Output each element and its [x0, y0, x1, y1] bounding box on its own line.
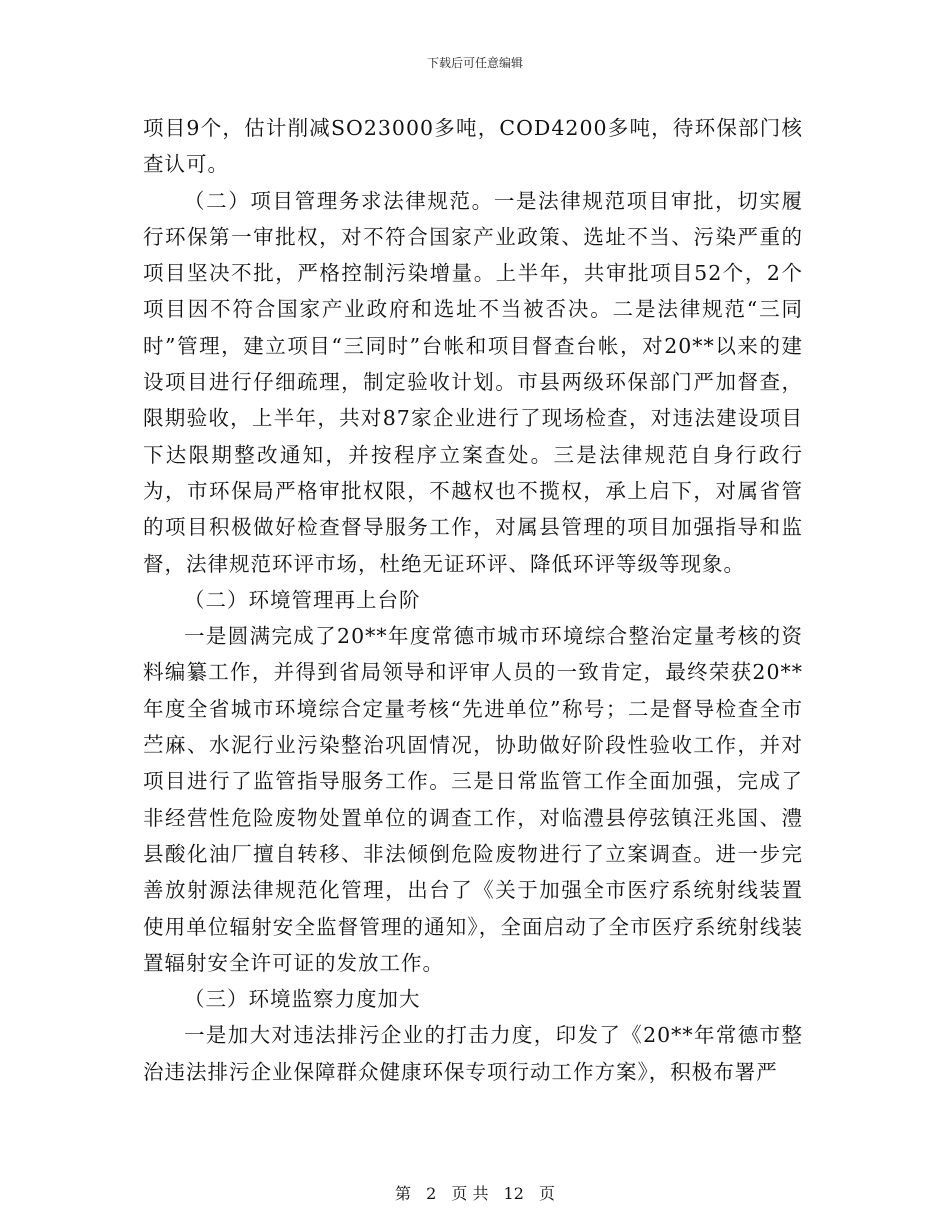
section-heading-environment-management: （二）环境管理再上台阶	[184, 587, 421, 612]
paragraph-1: 项目9个，估计削减SO23000多吨，COD4200多吨，待环保部门核查认可。	[143, 116, 803, 177]
page-header: 下载后可任意编辑	[426, 56, 523, 70]
paragraph-environment-management: 一是圆满完成了20**年度常德市城市环境综合整治定量考核的资料编纂工作，并得到省局领导和评审人员的一致肯定，最终荣获20**年度全省城市环境综合定量考核“先进单位”称号；二是督导检查全市苎麻、水泥行业污染整治巩固情况，协助做好阶段性验收工作，并对项目进行了监管指导服务工作。三是日常监管工作全面加强，完成了非经营性危险废物处置单位的调查工作，对临澧县停弦镇汪兆国、澧县酸化油厂擅自转移、非法倾倒危险废物进行了立案调查。进一步完善放射源法律规范化管理，出台了《关于加强全市医疗系统射线装置使用单位辐射安全监督管理的通知》，全面启动了全市医疗系统射线装置辐射安全许可证的发放工作。	[143, 624, 803, 975]
paragraph-environment-supervision: 一是加大对违法排污企业的打击力度，印发了《20**年常德市整治违法排污企业保障群众健康环保专项行动工作方案》，积极布署严	[143, 1023, 803, 1084]
section-heading-environment-supervision: （三）环境监察力度加大	[184, 987, 421, 1012]
paragraph-project-management: （二）项目管理务求法律规范。一是法律规范项目审批，切实履行环保第一审批权，对不符合国家产业政策、选址不当、污染严重的项目坚决不批，严格控制污染增量。上半年，共审批项目52个，2个项目因不符合国家产业政府和选址不当被否决。二是法律规范“三同时”管理，建立项目“三同时”台帐和项目督查台帐，对20**以来的建设项目进行仔细疏理，制定验收计划。市县两级环保部门严加督查，限期验收，上半年，共对87家企业进行了现场检查，对违法建设项目下达限期整改通知，并按程序立案查处。三是法律规范自身行政行为，市环保局严格审批权限，不越权也不揽权，承上启下，对属省管的项目积极做好检查督导服务工作，对属县管理的项目加强指导和监督，法律规范环评市场，杜绝无证环评、降低环评等级等现象。	[143, 188, 803, 576]
document-body	[143, 110, 803, 1090]
footer-total-pages: 12	[503, 1184, 524, 1203]
footer-middle: 页 共	[451, 1184, 489, 1203]
footer-suffix: 页	[539, 1184, 556, 1203]
footer-page-number: 2	[426, 1184, 437, 1203]
footer-prefix: 第	[394, 1184, 411, 1203]
page-footer	[0, 1181, 950, 1204]
